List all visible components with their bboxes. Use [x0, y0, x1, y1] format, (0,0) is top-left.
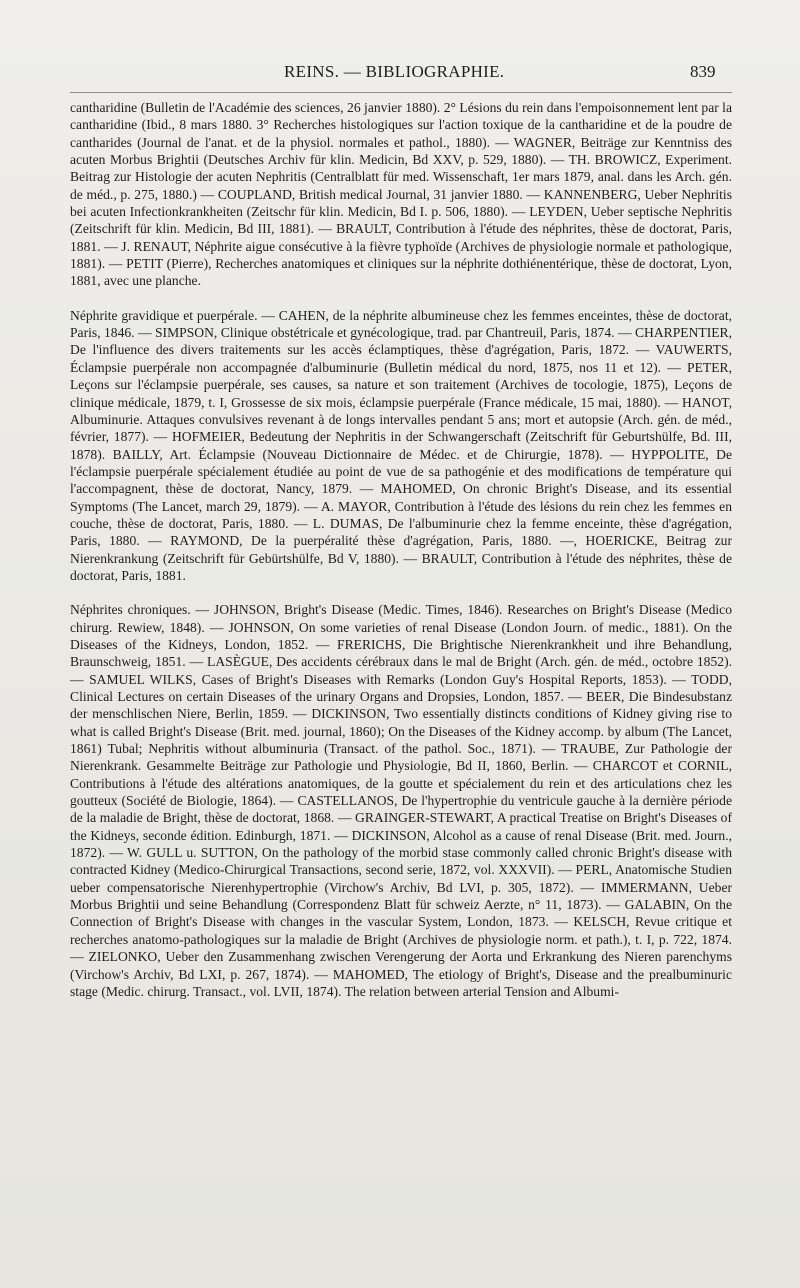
- running-title: REINS. — BIBLIOGRAPHIE.: [284, 62, 505, 81]
- header-rule: [70, 92, 732, 93]
- paragraph-chronic-nephritis: Néphrites chroniques. — JOHNSON, Bright's Disease (Medic. Times, 1846). Researches on Bright's Disease (Medico chirurg. Rewiew, 1848). — JOHNSON, On some varieties of renal Disease (London Journ. of medic., 1881). On the Diseases of the Kidneys, London, 1852. — FRERICHS, Die Brightische Nierenkrankheit und ihre Behandlung, Braunschweig, 1851. — LASÈGUE, Des accidents cérébraux dans le mal de Bright (Arch. gén. de méd., octobre 1852). — SAMUEL WILKS, Cases of Bright's Diseases with Remarks (London Guy's Hospital Reports, 1853). — TODD, Clinical Lectures on certain Diseases of the urinary Organs and Dropsies, London, 1857. — BEER, Die Bindesubstanz der menschlischen Niere, Berlin, 1859. — DICKINSON, Two essentially distincts conditions of Kidney giving rise to what is called Bright's Disease (Brit. med. journal, 1860); On the Diseases of the Kidney accomp. by album (The Lancet, 1861) Tubal; Nephritis without albuminuria (Transact. of the pathol. Soc., 1871). — TRAUBE, Zur Pathologie der Nierenkrank. Gesammelte Beiträge zur Pathologie und Physiologie, Bd II, 1860, Berlin. — CHARCOT et CORNIL, Contributions à l'étude des altérations anatomiques, de la goutte et spécialement du rein et des articulations chez les goutteux (Société de Biologie, 1864). — CASTELLANOS, De l'hypertrophie du ventricule gauche à la dernière période de la maladie de Bright, thèse de doctorat, 1868. — GRAINGER-STEWART, A practical Treatise on Bright's Diseases of the Kidneys, seconde édition. Edinburgh, 1871. — DICKINSON, Alcohol as a cause of renal Disease (Brit. med. Journ., 1872). — W. GULL u. SUTTON, On the pathology of the morbid stase commonly called chronic Bright's disease with contracted Kidney (Medico-Chirurgical Transactions, second serie, 1872, vol. XXXVII). — PERL, Anatomische Studien ueber compensatorische Nierenhypertrophie (Virchow's Archiv, Bd LVI, p. 305, 1872). — IMMERMANN, Ueber Morbus Brightii und seine Behandlung (Correspondenz Blatt für schweiz Aerzte, n° 11, 1873). — GALABIN, On the Connection of Bright's Disease with changes in the vascular System, London, 1873. — KELSCH, Revue critique et recherches anatomo-pathologiques sur la maladie de Bright (Archives de physiologie norm. et path.), t. I, p. 722, 1874. — ZIELONKO, Ueber den Zusammenhang zwischen Verengerung der Aorta und Erkrankung des Nieren parenchyms (Virchow's Archiv, Bd LXI, p. 267, 1874). — MAHOMED, The etiology of Bright's, Disease and the prealbuminuric stage (Medic. chirurg. Transact., vol. LVII, 1874). The relation between arterial Tension and Albumi-: [70, 602, 732, 999]
- page-number: 839: [690, 62, 716, 81]
- paragraph-acute-nephritis-continued: cantharidine (Bulletin de l'Académie des sciences, 26 janvier 1880). 2° Lésions du rein dans l'empoisonnement lent par la cantharidine (Ibid., 8 mars 1880. 3° Recherches histologiques sur l'action toxique de la cantharidine et de la poudre de cantharides (Journal de l'anat. et de la physiol. normales et pathol., 1880). — WAGNER, Beiträge zur Kenntniss des acuten Morbus Brightii (Deutsches Archiv für klin. Medicin, Bd XXV, p. 529, 1880). — TH. BROWICZ, Experiment. Beitrag zur Histologie der acuten Nephritis (Centralblatt für med. Wissenschaft, 1er mars 1879, anal. dans les Arch. gén. de méd., p. 275, 1880.) — COUPLAND, British medical Journal, 31 janvier 1880. — KANNENBERG, Ueber Nephritis bei acuten Infectionkrankheiten (Zeitschr für klin. Medicin, Bd I. p. 506, 1880). — LEYDEN, Ueber septische Nephritis (Zeitschrift für klin. Medicin, Bd III, 1881). — BRAULT, Contribution à l'étude des néphrites, thèse de doctorat, Paris, 1881. — J. RENAUT, Néphrite aigue consécutive à la fièvre typhoïde (Archives de physiologie normale et pathologique, 1881). — PETIT (Pierre), Recherches anatomiques et cliniques sur la néphrite dothiénentérique, thèse de doctorat, Lyon, 1881, avec une planche.: [70, 100, 732, 289]
- page-header: [0, 62, 800, 88]
- bibliography-body: [70, 99, 732, 1000]
- paragraph-gravid-puerperal-nephritis: Néphrite gravidique et puerpérale. — CAHEN, de la néphrite albumineuse chez les femmes enceintes, thèse de doctorat, Paris, 1846. — SIMPSON, Clinique obstétricale et gynécologique, trad. par Chantreuil, Paris, 1874. — CHARPENTIER, De l'influence des divers traitements sur les accès éclamptiques, thèse d'agrégation, Paris, 1872. — VAUWERTS, Éclampsie puerpérale non accompagnée d'albuminurie (Bulletin médical du nord, 1875, nos 11 et 12). — PETER, Leçons sur l'éclampsie puerpérale, ses causes, sa nature et son traitement (Archives de tocologie, 1875), Leçons de clinique médicale, 1879, t. I, Grossesse de six mois, éclampsie puerpérale (France médicale, 15 mai, 1880). — HANOT, Albuminurie. Attaques convulsives revenant à de longs intervalles pendant 5 ans; mort et autopsie (Arch. gén. de méd., février, 1877). — HOFMEIER, Bedeutung der Nephritis in der Schwangerschaft (Zeitschrift für Geburtshülfe, Bd. III, 1878). BAILLY, Art. Éclampsie (Nouveau Dictionnaire de Médec. et de Chirurgie, 1878). — HYPPOLITE, De l'éclampsie puerpérale spécialement étudiée au point de vue de sa pathogénie et des modifications de température qui l'accompagnent, thèse de doctorat, Nancy, 1879. — MAHOMED, On chronic Bright's Disease, and its essential Symptoms (The Lancet, march 29, 1879). — A. MAYOR, Contribution à l'étude des lésions du rein chez les femmes en couche, thèse de doctorat, Paris, 1880. — L. DUMAS, De l'albuminurie chez la femme enceinte, thèse d'agrégation, Paris, 1880. — RAYMOND, De la puerpéralité thèse d'agrégation, Paris, 1880. —, HOERICKE, Beitrag zur Nierenkrankung (Zeitschrift für Gebürtshülfe, Bd V, 1880). — BRAULT, Contribution à l'étude des néphrites, thèse de doctorat, Paris, 1881.: [70, 307, 732, 583]
